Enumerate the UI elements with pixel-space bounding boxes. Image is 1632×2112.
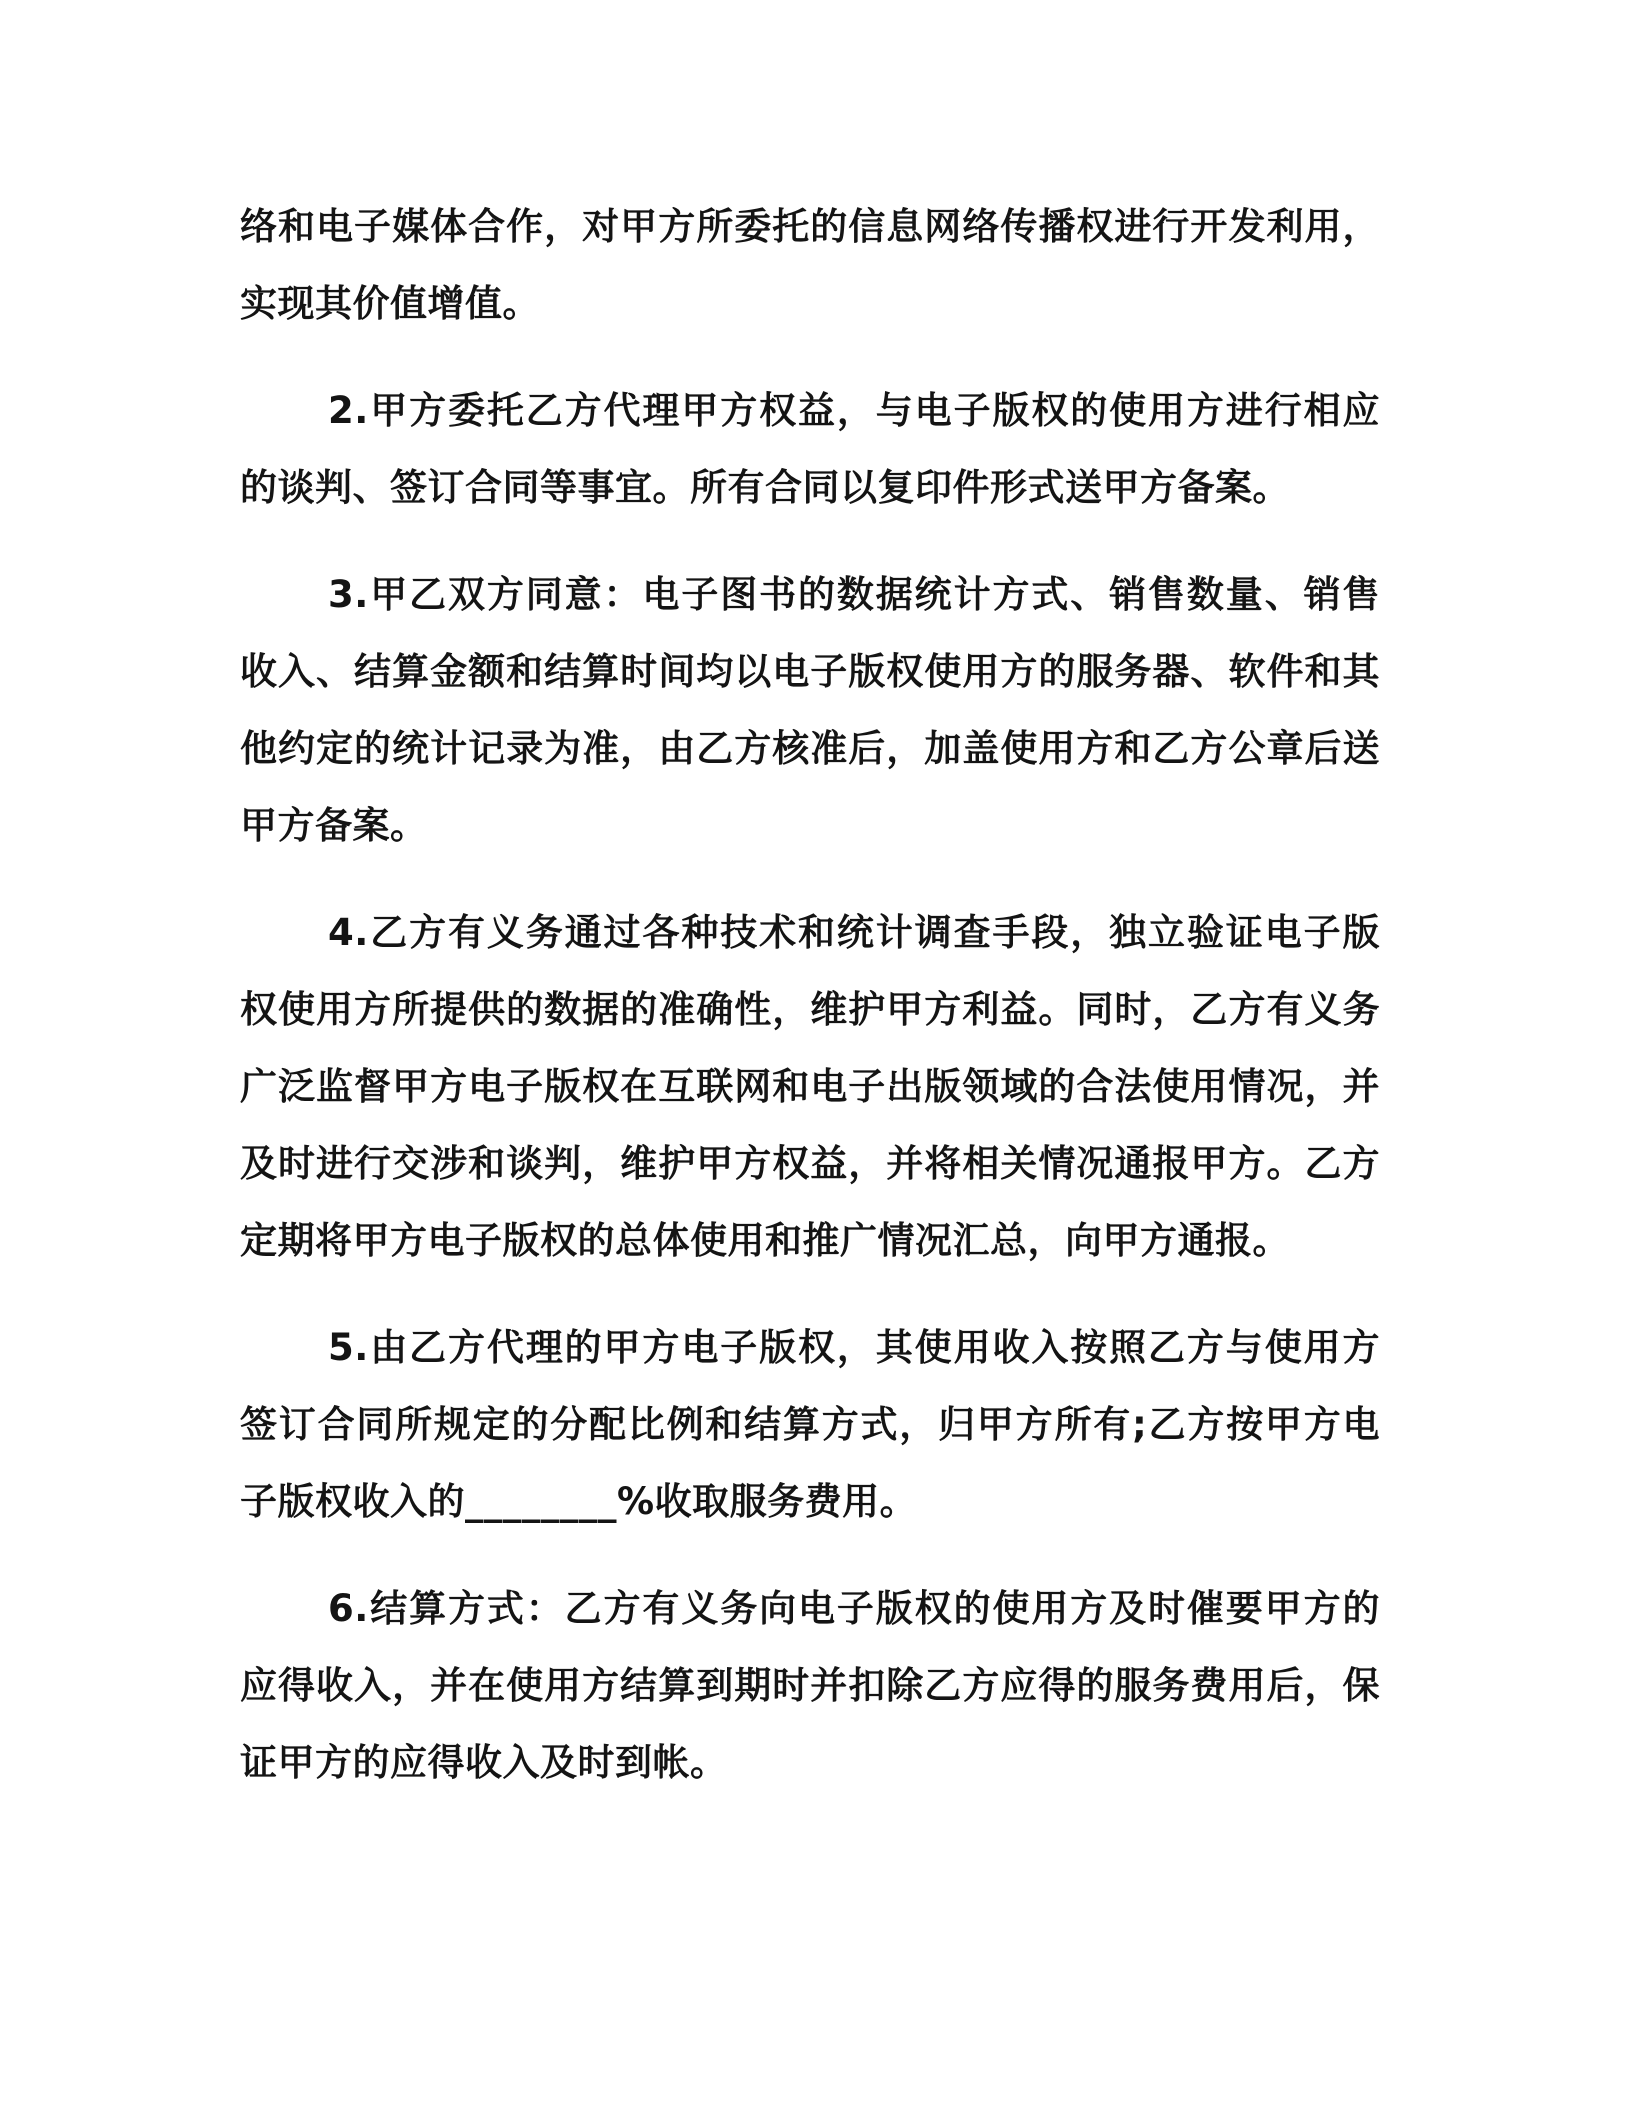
paragraph-clause-6: 6.结算方式：乙方有义务向电子版权的使用方及时催要甲方的应得收入，并在使用方结算到期时并扣除乙方应得的服务费用后，保证甲方的应得收入及时到帐。 — [240, 1587, 1380, 1784]
document-body — [240, 188, 1380, 1831]
paragraph-clause-3: 3.甲乙双方同意：电子图书的数据统计方式、销售数量、销售收入、结算金额和结算时间均以电子版权使用方的服务器、软件和其他约定的统计记录为准，由乙方核准后，加盖使用方和乙方公章后送甲方备案。 — [240, 573, 1380, 847]
paragraph-continuation: 络和电子媒体合作，对甲方所委托的信息网络传播权进行开发利用，实现其价值增值。 — [240, 205, 1380, 325]
paragraph-clause-5: 5.由乙方代理的甲方电子版权，其使用收入按照乙方与使用方签订合同所规定的分配比例和结算方式，归甲方所有;乙方按甲方电子版权收入的________%收取服务费用。 — [240, 1326, 1380, 1523]
paragraph-clause-2: 2.甲方委托乙方代理甲方权益，与电子版权的使用方进行相应的谈判、签订合同等事宜。所有合同以复印件形式送甲方备案。 — [240, 389, 1380, 509]
paragraph-clause-4: 4.乙方有义务通过各种技术和统计调查手段，独立验证电子版权使用方所提供的数据的准确性，维护甲方利益。同时，乙方有义务广泛监督甲方电子版权在互联网和电子出版领域的合法使用情况，并及时进行交涉和谈判，维护甲方权益，并将相关情况通报甲方。乙方定期将甲方电子版权的总体使用和推广情况汇总，向甲方通报。 — [240, 911, 1380, 1262]
